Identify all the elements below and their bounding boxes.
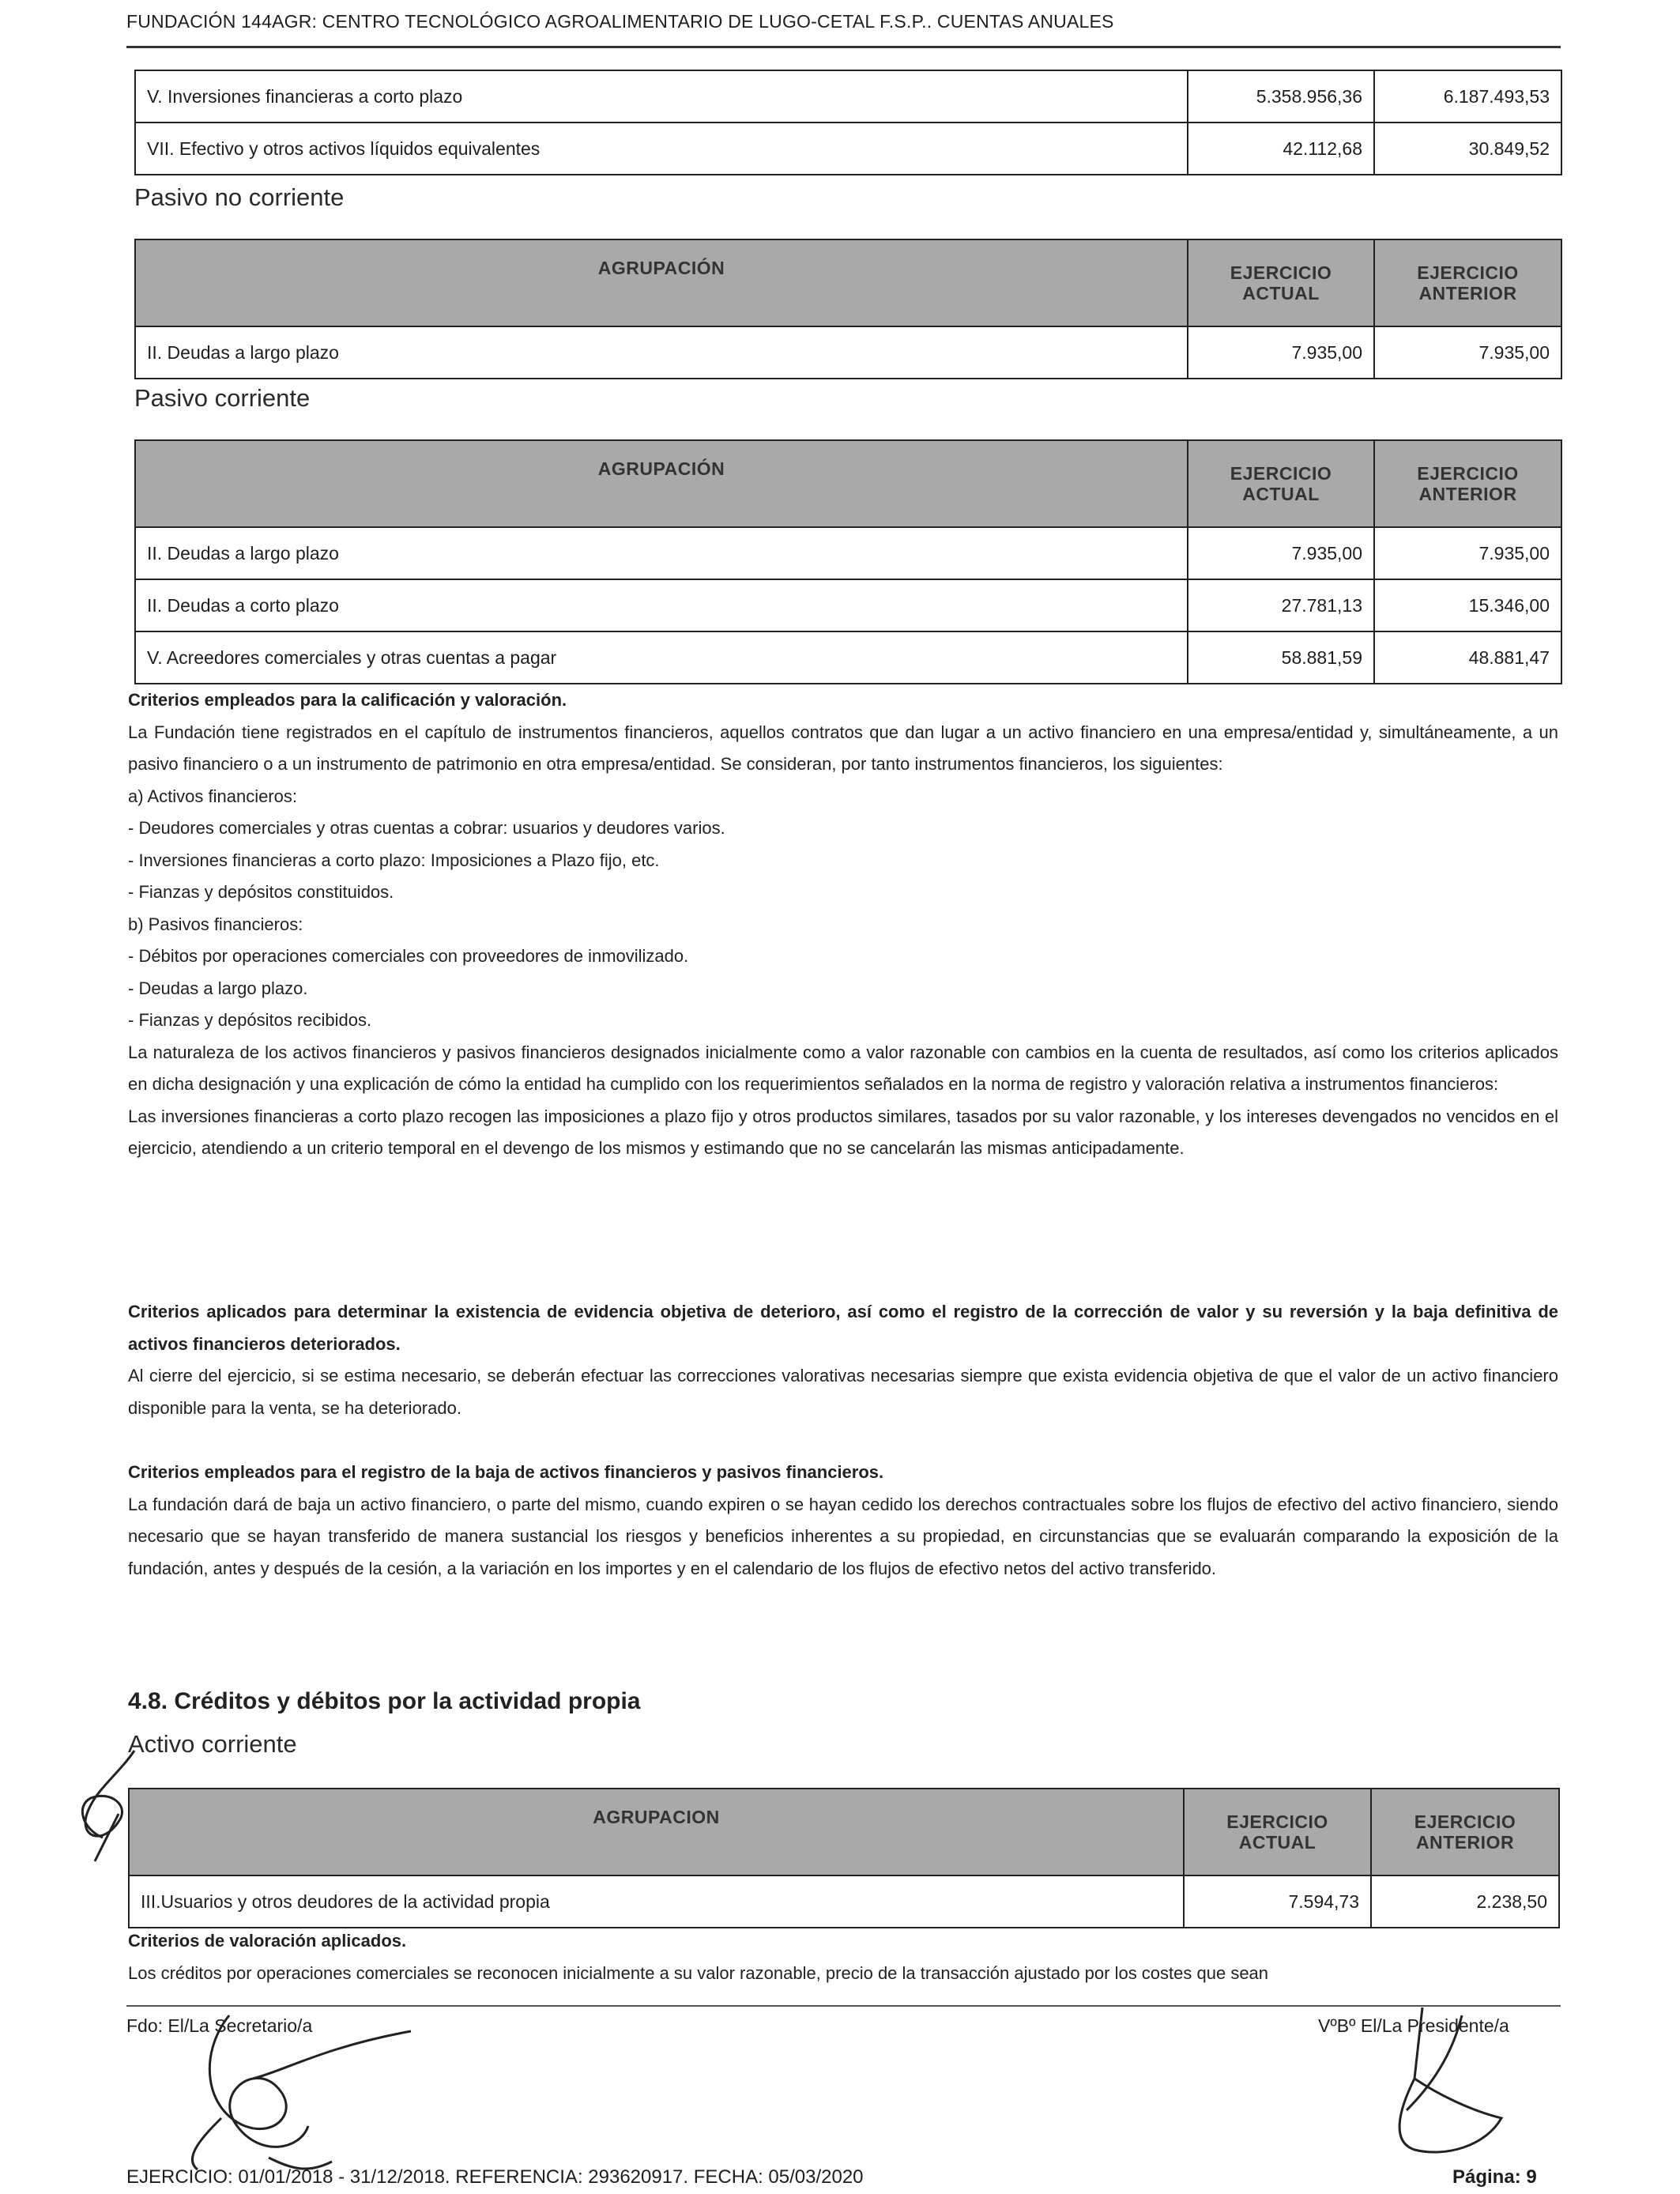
row-actual: 7.935,00	[1188, 527, 1374, 579]
header-divider	[126, 46, 1561, 48]
list-item: b) Pasivos financieros:	[128, 914, 303, 934]
paragraph: Las inversiones financieras a corto plazo recogen las imposiciones a plazo fijo y otros productos similares, tasados por su valor razonable, y los intereses devengados no vencidos en el ejercicio, atendiendo a un criterio temporal en el devengo de los mismos y estimando que no se cancelarán las mismas anticipadamente.	[128, 1106, 1558, 1158]
table-row	[135, 579, 1561, 631]
list-item: a) Activos financieros:	[128, 786, 297, 806]
paragraph: La naturaleza de los activos financieros y pasivos financieros designados inicialmente como a valor razonable con cambios en la cuenta de resultados, así como los criterios aplicados en dicha designación y una explicación de cómo la entidad ha cumplido con los requerimientos señalados en la norma de registro y valoración relativa a instrumentos financieros:	[128, 1042, 1558, 1094]
criterios-calificacion-block	[128, 684, 1558, 1165]
col-header-actual: EJERCICIO ACTUAL	[1188, 239, 1374, 326]
col-header-anterior: EJERCICIO ANTERIOR	[1374, 239, 1561, 326]
pasivo-no-corriente-table	[134, 239, 1562, 379]
pasivo-corriente-table	[134, 439, 1562, 684]
signature-label-presidente: VºBº El/La Presidente/a	[1318, 2015, 1509, 2036]
activo-corriente-continuation-table	[134, 70, 1562, 175]
col-header-agrupacion: AGRUPACION	[129, 1789, 1184, 1875]
row-actual: 5.358.956,36	[1188, 70, 1374, 123]
table-row	[135, 123, 1561, 175]
row-anterior: 2.238,50	[1371, 1875, 1559, 1928]
table-row	[129, 1875, 1559, 1928]
row-label: II. Deudas a largo plazo	[135, 326, 1188, 379]
secretario-signature	[150, 2000, 419, 2189]
table-row	[135, 70, 1561, 123]
row-label: II. Deudas a corto plazo	[135, 579, 1188, 631]
document-header: FUNDACIÓN 144AGR: CENTRO TECNOLÓGICO AGROALIMENTARIO DE LUGO-CETAL F.S.P.. CUENTAS ANUALES	[126, 11, 1114, 32]
criterios-heading: Criterios empleados para la calificación y valoración.	[128, 690, 567, 710]
row-anterior: 30.849,52	[1374, 123, 1561, 175]
section-label-activo-corriente: Activo corriente	[128, 1730, 297, 1758]
row-anterior: 7.935,00	[1374, 527, 1561, 579]
list-item: - Deudores comerciales y otras cuentas a cobrar: usuarios y deudores varios.	[128, 818, 725, 838]
criterios-deterioro-block	[128, 1296, 1558, 1424]
ejercicio-reference: EJERCICIO: 01/01/2018 - 31/12/2018. REFERENCIA: 293620917. FECHA: 05/03/2020	[126, 2166, 864, 2188]
table-header-row	[135, 440, 1561, 527]
row-label: VII. Efectivo y otros activos líquidos equivalentes	[135, 123, 1188, 175]
list-item: - Deudas a largo plazo.	[128, 978, 308, 998]
row-actual: 7.594,73	[1184, 1875, 1371, 1928]
section-label-pasivo-corriente: Pasivo corriente	[134, 384, 311, 412]
criterios-heading: Criterios aplicados para determinar la existencia de evidencia objetiva de deterioro, así como el registro de la corrección de valor y su reversión y la baja definitiva de activos financieros deteriorados.	[128, 1302, 1558, 1354]
row-actual: 42.112,68	[1188, 123, 1374, 175]
creditos-activo-corriente-table	[128, 1788, 1560, 1928]
col-header-actual: EJERCICIO ACTUAL	[1188, 440, 1374, 527]
table-header-row	[129, 1789, 1559, 1875]
list-item: - Fianzas y depósitos constituidos.	[128, 882, 394, 902]
row-actual: 27.781,13	[1188, 579, 1374, 631]
signature-label-secretario: Fdo: El/La Secretario/a	[126, 2015, 313, 2036]
row-anterior: 7.935,00	[1374, 326, 1561, 379]
section-label-pasivo-no-corriente: Pasivo no corriente	[134, 183, 345, 211]
margin-initial-mark	[71, 1743, 166, 1869]
table-row	[135, 527, 1561, 579]
row-label: V. Acreedores comerciales y otras cuentas a pagar	[135, 631, 1188, 684]
list-item: - Débitos por operaciones comerciales con proveedores de inmovilizado.	[128, 946, 689, 966]
row-actual: 7.935,00	[1188, 326, 1374, 379]
list-item: - Fianzas y depósitos recibidos.	[128, 1010, 372, 1030]
row-anterior: 6.187.493,53	[1374, 70, 1561, 123]
col-header-anterior: EJERCICIO ANTERIOR	[1374, 440, 1561, 527]
table-row	[135, 631, 1561, 684]
col-header-agrupacion: AGRUPACIÓN	[135, 440, 1188, 527]
paragraph: Los créditos por operaciones comerciales se reconocen inicialmente a su valor razonable, precio de la transacción ajustado por los costes que sean	[128, 1962, 1269, 1983]
col-header-agrupacion: AGRUPACIÓN	[135, 239, 1188, 326]
table-header-row	[135, 239, 1561, 326]
paragraph: La fundación dará de baja un activo financiero, o parte del mismo, cuando expiren o se hayan cedido los derechos contractuales sobre los flujos de efectivo del activo financiero, siendo necesario que se hayan transferido de manera sustancial los riesgos y beneficios inherentes a su propiedad, en circunstancias que se evaluarán comparando la exposición de la fundación, antes y después de la cesión, a la variación en los importes y en el calendario de los flujos de efectivo netos del activo transferido.	[128, 1494, 1558, 1578]
col-header-anterior: EJERCICIO ANTERIOR	[1371, 1789, 1559, 1875]
col-header-actual: EJERCICIO ACTUAL	[1184, 1789, 1371, 1875]
presidente-signature	[1367, 1992, 1525, 2166]
paragraph: Al cierre del ejercicio, si se estima necesario, se deberán efectuar las correcciones valorativas necesarias siempre que exista evidencia objetiva de que el valor de un activo financiero disponible para la venta, se ha deteriorado.	[128, 1366, 1558, 1418]
row-label: V. Inversiones financieras a corto plazo	[135, 70, 1188, 123]
criterios-valoracion-block	[128, 1925, 1558, 1989]
criterios-baja-block	[128, 1457, 1558, 1585]
paragraph: La Fundación tiene registrados en el capítulo de instrumentos financieros, aquellos contratos que dan lugar a un activo financiero en una empresa/entidad y, simultáneamente, a un pasivo financiero o a un instrumento de patrimonio en otra empresa/entidad. Se consideran, por tanto instrumentos financieros, los siguientes:	[128, 722, 1558, 774]
criterios-heading: Criterios empleados para el registro de la baja de activos financieros y pasivos financieros.	[128, 1462, 884, 1482]
row-label: III.Usuarios y otros deudores de la actividad propia	[129, 1875, 1184, 1928]
criterios-heading: Criterios de valoración aplicados.	[128, 1931, 407, 1951]
section-title-4-8: 4.8. Créditos y débitos por la actividad propia	[128, 1688, 641, 1714]
table-row	[135, 326, 1561, 379]
row-actual: 58.881,59	[1188, 631, 1374, 684]
row-anterior: 48.881,47	[1374, 631, 1561, 684]
page-number: Página: 9	[1452, 2166, 1537, 2188]
row-label: II. Deudas a largo plazo	[135, 527, 1188, 579]
row-anterior: 15.346,00	[1374, 579, 1561, 631]
list-item: - Inversiones financieras a corto plazo: Imposiciones a Plazo fijo, etc.	[128, 850, 660, 870]
